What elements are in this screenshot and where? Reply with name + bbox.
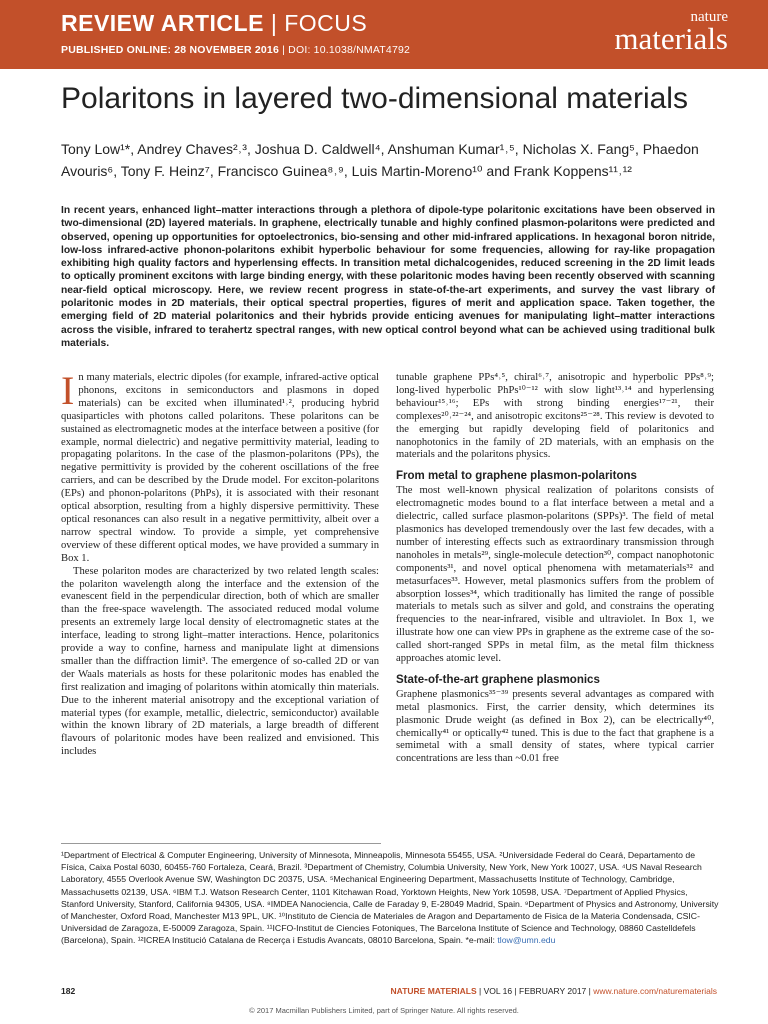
article-type xyxy=(61,10,367,37)
paragraph-text: n many materials, electric dipoles (for example, infrared-active optical phonons, excitons in semiconductors and plasmons in doped materials) can be excited when illuminated¹˒², producing hybrid quasiparticles with photons called polaritons. These polaritons can be sustained as electromagnetic modes at the interface between a positive (for example, normal dielectric) and negative permittivity material, leading to propagating polaritons. In the case of the plasmon-polaritons (PPs), the negative permittivity is provided by the coherent oscillations of the free carriers, and can be described by the Drude model. For exciton-polaritons (EPs) and phonon-polaritons (PhPs), it is associated with their resonant optical absorption, resulting from a highly dispersive permittivity. These optical resonances can also result in a negative permittivity, albeit over a narrow spectral window. To provide a simple, yet comprehensive overview of these different optical modes, we have provided a summary in Box 1. xyxy=(61,372,379,564)
paragraph: Graphene plasmonics³⁵⁻³⁹ presents several advantages as compared with metal plasmonics. First, the carrier density, which determines its plasmonic Drude weight (as defined in Box 2), can be electrically⁴⁰, chemically⁴¹ or optically⁴² tuned. This is due to the fact that graphene is a semimetal with a small density of states, where typical carrier concentrations are less than ~0.01 free xyxy=(396,688,714,765)
paragraph xyxy=(61,368,379,566)
body-left-column xyxy=(61,368,379,759)
logo-materials: materials xyxy=(614,21,728,56)
email-link[interactable]: tlow@umn.edu xyxy=(497,935,556,946)
journal-name: NATURE MATERIALS xyxy=(390,986,477,996)
publication-info xyxy=(61,44,410,56)
journal-url-link[interactable]: www.nature.com/naturematerials xyxy=(593,986,717,996)
issue-info: | VOL 16 | FEBRUARY 2017 | xyxy=(476,986,594,996)
paragraph: These polariton modes are characterized by two related length scales: the polariton wavelength along the interface and the extension of the evanescent field in the perpendicular direction, both of which are smaller than the free-space wavelength. The associated reduced modal volume presents an extremely large local density of electromagnetic states at the interface, leading to strong light–matter interactions. Hence, polaritonics provide a way to confine, harness and manipulate light at dimensions smaller than the diffraction limit³. The emergence of so-called 2D or van der Waals materials as hosts for these polaritonic modes has enabled the first realization and imaging of polaritons within atomically thin materials. Due to the inherent material anisotropy and the exceptional variation of material types (for example, metallic, dielectric, semiconductor) available within the known library of 2D materials, a large breadth of different flavours of polaritonic modes have been realized and envisioned. This includes xyxy=(61,565,379,758)
drop-cap: I xyxy=(61,368,75,413)
section-heading: State-of-the-art graphene plasmonics xyxy=(396,673,600,686)
focus-label: FOCUS xyxy=(284,10,368,36)
copyright-notice: © 2017 Macmillan Publishers Limited, part of Springer Nature. All rights reserved. xyxy=(249,1006,519,1015)
affiliation-divider xyxy=(61,843,381,844)
doi: | DOI: 10.1038/NMAT4792 xyxy=(279,44,411,56)
logo-nature: nature xyxy=(690,9,728,25)
article-title: Polaritons in layered two-dimensional materials xyxy=(61,82,688,115)
body-right-column xyxy=(396,372,714,766)
affiliations xyxy=(61,849,721,947)
paragraph: The most well-known physical realization of polaritons consists of electromagnetic modes bound to a flat interface between a metal and a dielectric, called surface plasmon-polaritons (SPPs)³. The field of metal plasmonics has developed tremendously over the last few decades, with a number of interesting effects such as extraordinary transmission through nanoholes in metals²⁹, single-molecule detection³⁰, compact nanophotonic components³¹, and novel optical phenomena with metamaterials³² and metasurfaces³³. However, metal plasmonics suffers from the problem of absorption losses³⁴, which traditionally has limited the range of possible materials to metals such as silver and gold, and constrains the operating frequencies to the near-infrared, visible and ultraviolet. In Box 1, we illustrate how one can view PPs in graphene as the extreme case of the so-called short-ranged SPPs in metal film, as the metal film thickness approaches atomic level. xyxy=(396,485,714,665)
journal-citation xyxy=(391,986,717,996)
published-date: PUBLISHED ONLINE: 28 NOVEMBER 2016 xyxy=(61,44,280,56)
kicker-separator: | xyxy=(263,10,285,36)
journal-logo xyxy=(614,9,728,56)
affiliation-text: ¹Department of Electrical & Computer Engineering, University of Minnesota, Minneapolis, Minnesota 55455, USA. ²Universidade Federal do Ceará, Departamento de Física, Caixa Postal 6030, 60455-760 Fortaleza, Ceará, Brazil. ³Department of Chemistry, Columbia University, New York, New York 10027, USA. ⁴US Naval Research Laboratory, 4555 Overlook Avenue SW, Washington DC 20375, USA. ⁵Mechanical Engineering Department, Massachusetts Institute of Technology, Cambridge, Massachusetts 02139, USA. ⁶IBM T.J. Watson Research Center, 1101 Kitchawan Road, Yorktown Heights, New York 10598, USA. ⁷Department of Applied Physics, Stanford University, Stanford, California 94305, USA. ⁸IMDEA Nanociencia, Calle de Faraday 9, E-28049 Madrid, Spain. ⁹Department of Physics and Astronomy, University of Manchester, Oxford Road, Manchester M13 9PL, UK. ¹⁰Instituto de Ciencia de Materiales de Aragon and Departamento de Fisica de la Materia Condensada, CSIC-Universidad de Zaragoza, E-50009 Zaragoza, Spain. ¹¹ICFO-Institut de Ciencies Fotoniques, The Barcelona Institute of Science and Technology, 08860 Castelldefels (Barcelona), Spain. ¹²ICREA Institució Catalana de Recerça i Estudis Avancats, 08010 Barcelona, Spain. *e-mail: xyxy=(61,850,719,946)
author-list: Tony Low¹*, Andrey Chaves²˒³, Joshua D. Caldwell⁴, Anshuman Kumar¹˒⁵, Nicholas X. Fang⁵, Phaedon Avouris⁶, Tony F. Heinz⁷, Francisco Guinea⁸˒⁹, Luis Martin-Moreno¹⁰ and Frank Koppens¹¹˒¹² xyxy=(61,141,699,179)
journal-banner xyxy=(0,0,768,69)
abstract: In recent years, enhanced light–matter interactions through a plethora of dipole-type polaritonic excitations have been observed in two-dimensional (2D) layered materials. In graphene, electrically tunable and highly confined plasmon-polaritons were predicted and observed, opening up opportunities for optoelectronics, bio-sensing and other mid-infrared applications. In hexagonal boron nitride, low-loss infrared-active phonon-polaritons exhibit hyperbolic behaviour for some frequencies, allowing for ray-like propagation exhibiting high quality factors and hyperlensing effects. In transition metal dichalcogenides, reduced screening in the 2D limit leads to optically prominent excitons with large binding energy, with these polaritonic modes having been recently observed with scanning near-field optical microscopy. Here, we review recent progress in state-of-the-art experiments, and survey the vast library of polaritonic modes in 2D materials, their optical spectral properties, figures of merit and application space. Taken together, the emerging field of 2D material polaritonics and their hybrids provide enticing avenues for manipulating light–matter interactions across the visible, infrared to terahertz spectral ranges, with new optical control beyond what can be achieved using traditional bulk materials. xyxy=(61,205,715,349)
paragraph: tunable graphene PPs⁴˒⁵, chiral⁶˒⁷, anisotropic and hyperbolic PPs⁸˒⁹; long-lived hyperbolic PhPs¹⁰⁻¹² with slow light¹³˒¹⁴ and hyperlensing behaviour¹⁵˒¹⁶; EPs with strong binding energies¹⁷⁻²¹, their complexes²⁰˒²²⁻²⁴, and anisotropic excitons²⁵⁻²⁸. This review is devoted to the emerging but rapidly developing field of polaritonics and nanophotonics in the family of 2D materials, with an emphasis on the materials and the polaritons physics. xyxy=(396,372,714,461)
article-type-label: REVIEW ARTICLE xyxy=(61,10,264,36)
page-number: 182 xyxy=(61,986,76,996)
section-heading: From metal to graphene plasmon-polaritons xyxy=(396,470,637,483)
